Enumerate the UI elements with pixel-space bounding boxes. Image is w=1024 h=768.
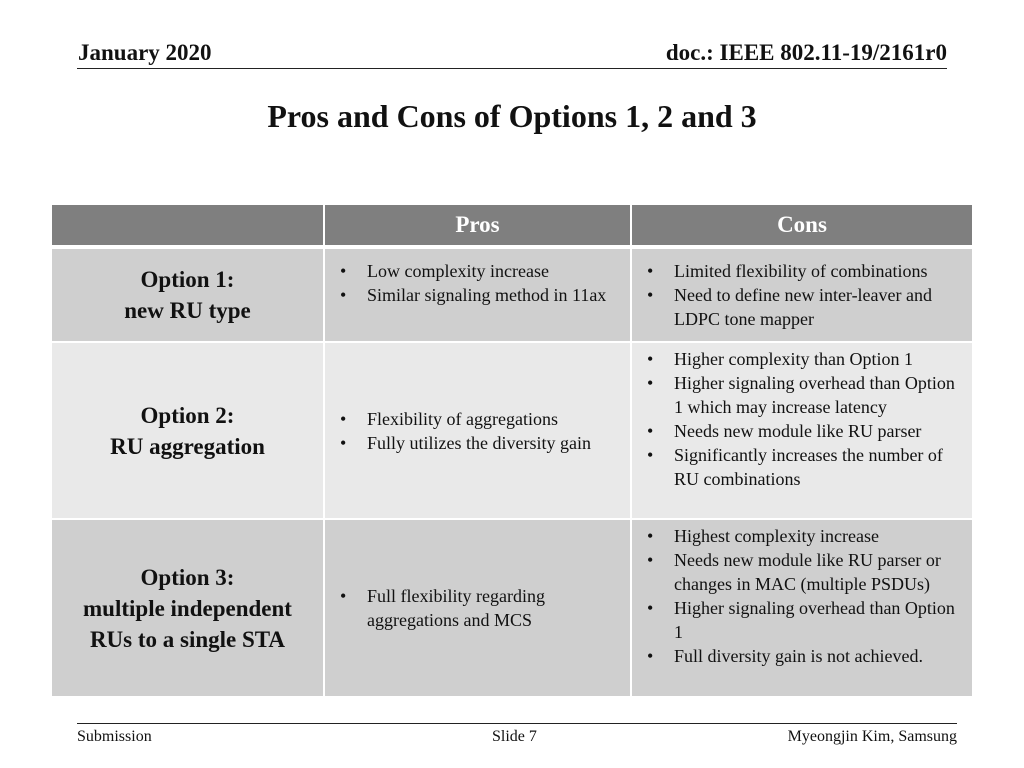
list-item: • Needs new module like RU parser or changes in MAC (multiple PSDUs) [644, 548, 966, 596]
list-item: • Full diversity gain is not achieved. [644, 644, 966, 668]
header-doc-id: doc.: IEEE 802.11-19/2161r0 [665, 40, 947, 65]
footer-divider [77, 723, 957, 724]
header-cell-pros: Pros [325, 205, 630, 245]
option-2-label-line-1: Option 2: [140, 402, 235, 428]
option-3-label-line-1: Option 3: [140, 564, 235, 590]
list-item: • Highest complexity increase [644, 524, 966, 548]
option-2-cons [632, 343, 972, 518]
header-divider [77, 68, 947, 69]
option-3-label-line-3: RUs to a single STA [89, 626, 286, 652]
pros-cons-table [52, 205, 972, 696]
option-3-label [52, 520, 323, 696]
list-item: • Flexibility of aggregations [337, 407, 624, 431]
list-item: • Low complexity increase [337, 259, 624, 283]
footer-slide-number: Slide 7 [492, 728, 537, 745]
header-date: January 2020 [78, 40, 212, 65]
option-1-cons [632, 249, 972, 341]
list-item: • Similar signaling method in 11ax [337, 283, 624, 307]
option-2-label [52, 343, 323, 518]
option-2-pros [325, 343, 630, 518]
list-item: • Needs new module like RU parser [644, 419, 966, 443]
list-item: • Full flexibility regarding aggregations and MCS [337, 584, 624, 632]
option-1-label-line-2: new RU type [124, 298, 251, 323]
option-3-label-line-2: multiple independent [83, 595, 292, 621]
list-item: • Fully utilizes the diversity gain [337, 431, 624, 455]
footer-author: Myeongjin Kim, Samsung [787, 728, 957, 745]
list-item: • Limited flexibility of combinations [644, 259, 966, 283]
header-cell-cons: Cons [632, 205, 972, 245]
list-item: • Higher signaling overhead than Option 1 which may increase latency [644, 371, 966, 419]
list-item: • Need to define new inter-leaver and LDPC tone mapper [644, 283, 966, 331]
list-item: • Higher signaling overhead than Option 1 [644, 596, 966, 644]
list-item: • Significantly increases the number of RU combinations [644, 443, 966, 491]
option-3-pros [325, 520, 630, 696]
slide-title: Pros and Cons of Options 1, 2 and 3 [267, 98, 757, 134]
option-1-label [52, 249, 323, 341]
option-1-label-line-1: Option 1: [140, 267, 235, 292]
option-1-pros [325, 249, 630, 341]
option-2-label-line-2: RU aggregation [110, 433, 265, 459]
footer-submission: Submission [77, 728, 152, 745]
option-3-cons [632, 520, 972, 696]
list-item: • Higher complexity than Option 1 [644, 347, 966, 371]
header-cell-empty [52, 205, 323, 245]
